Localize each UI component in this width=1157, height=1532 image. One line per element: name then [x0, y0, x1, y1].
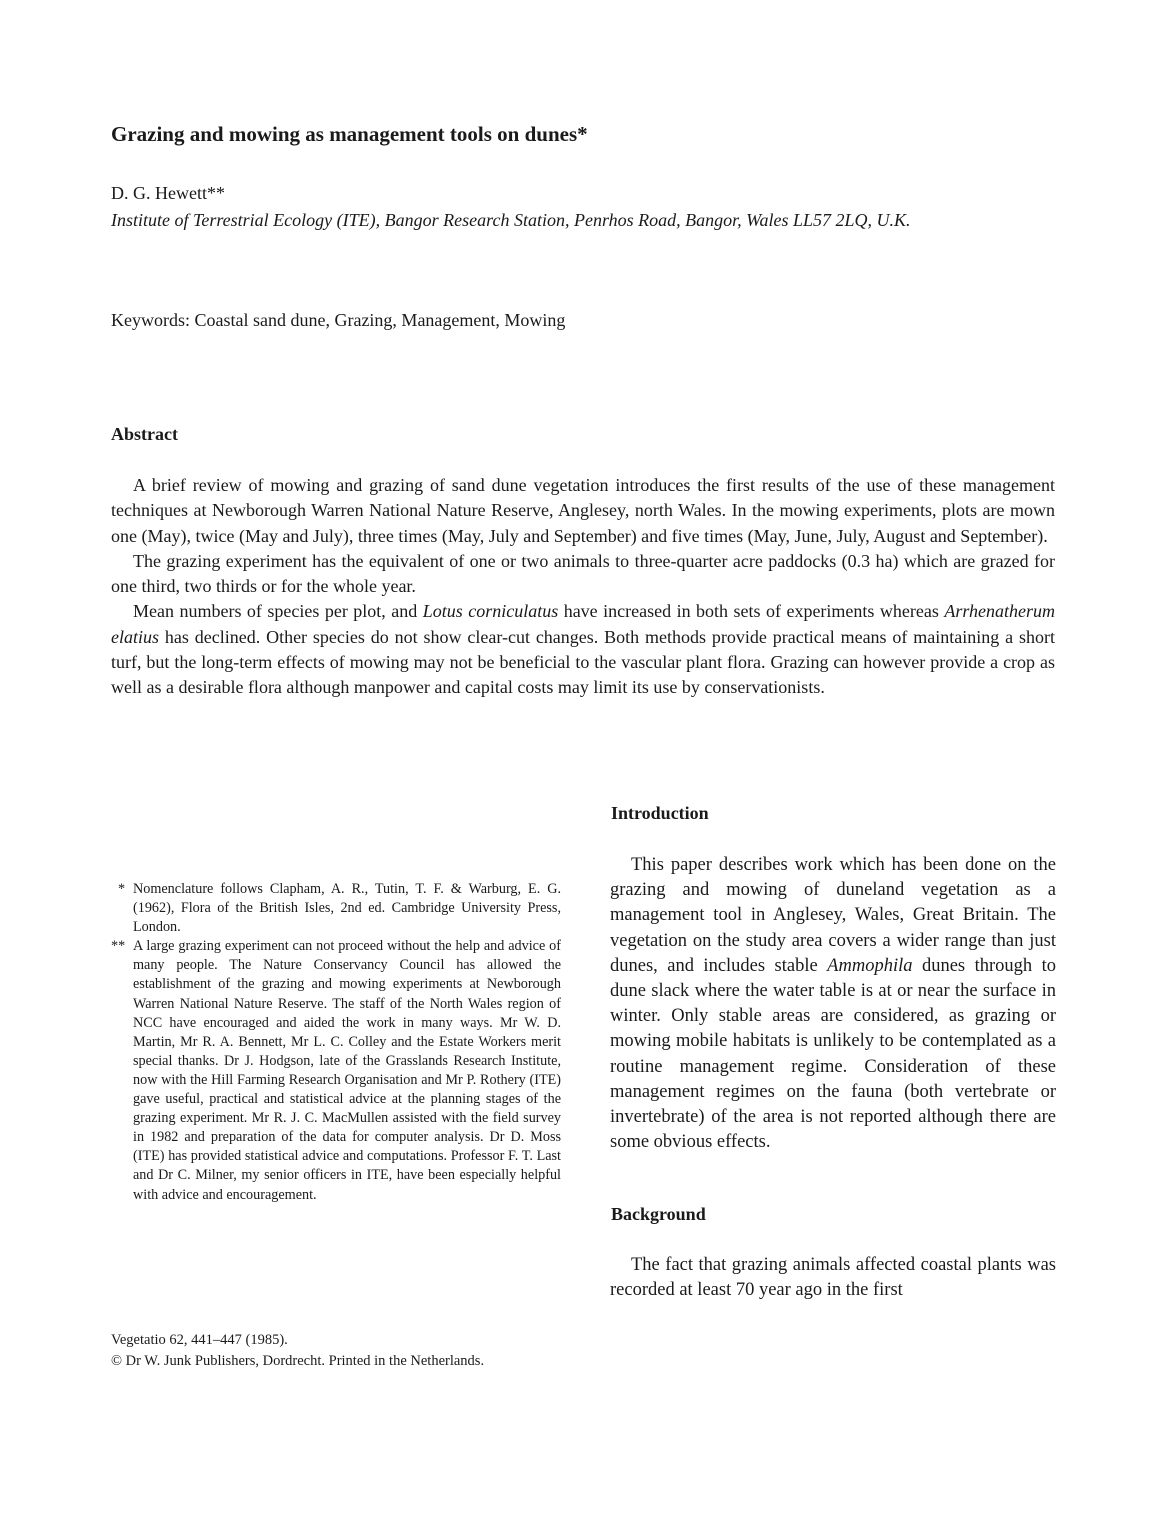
- species-lotus-corniculatus: Lotus corniculatus: [422, 601, 559, 622]
- abstract-p3-text-b: have increased in both sets of experiments whereas: [558, 601, 945, 622]
- footnote-2-text: A large grazing experiment can not proceed without the help and advice of many people. The Nature Conservancy Council has allowed the establishment of the grazing and mowing experiments at Newborough Warren National Nature Reserve. The staff of the North Wales region of NCC have encouraged and aided the work in many ways. Mr W. D. Martin, Mr R. A. Bennett, Mr L. C. Colley and the Estate Workers merit special thanks. Dr J. Hodgson, late of the Grasslands Research Institute, now with the Hill Farming Research Organisation and Mr P. Rothery (ITE) gave useful, practical and statistical advice at the planning stages of the grazing experiment. Mr R. J. C. MacMullen assisted with the field survey in 1982 and preparation of the data for computer analysis. Dr D. Moss (ITE) has provided statistical advice and computations. Professor F. T. Last and Dr C. Milner, my senior officers in ITE, have been especially helpful with advice and encouragement.: [133, 938, 561, 1203]
- abstract-paragraph-2: The grazing experiment has the equivalent of one or two animals to three-quarter acre paddocks (0.3 ha) which are grazed for one third, two thirds or for the whole year.: [111, 550, 1055, 597]
- author-name: D. G. Hewett**: [111, 183, 225, 203]
- footnote-1-mark: *: [118, 881, 126, 897]
- background-body: The fact that grazing animals affected coastal plants was recorded at least 70 year ago in the first: [610, 1255, 1056, 1301]
- keywords: Keywords: Coastal sand dune, Grazing, Management, Mowing: [111, 310, 566, 330]
- introduction-text-a: This paper describes work which has been done on the grazing and mowing of duneland vegetation as a management tool in Anglesey, Wales, Great Britain. The vegetation on the study area covers a wider range than just dunes, and includes stable: [610, 855, 1056, 976]
- footnotes: [111, 880, 561, 1205]
- abstract-heading: Abstract: [111, 424, 178, 444]
- introduction-heading: Introduction: [611, 803, 709, 823]
- background-heading: Background: [611, 1204, 706, 1224]
- abstract-paragraph-1: A brief review of mowing and grazing of sand dune vegetation introduces the first results of the use of these management techniques at Newborough Warren National Nature Reserve, Anglesey, north Wales. In the mowing experiments, plots are mown one (May), twice (May and July), three times (May, July and September) and five times (May, June, July, August and September).: [111, 475, 1055, 546]
- species-arrhenatherum-elatius: Arrhenatherum elatius: [111, 601, 1056, 647]
- paper-title: Grazing and mowing as management tools on dunes*: [111, 122, 588, 146]
- footnote-1-text: Nomenclature follows Clapham, A. R., Tutin, T. F. & Warburg, E. G. (1962), Flora of the British Isles, 2nd ed. Cambridge University Press, London.: [133, 881, 561, 936]
- author-affiliation: Institute of Terrestrial Ecology (ITE), Bangor Research Station, Penrhos Road, Bangor, Wales LL57 2LQ, U.K.: [111, 210, 911, 230]
- abstract-p3-text-a: Mean numbers of species per plot, and: [133, 601, 423, 622]
- journal-info: [111, 1330, 484, 1372]
- species-ammophila: Ammophila: [827, 955, 913, 976]
- abstract-paragraph-3: [111, 599, 1055, 700]
- journal-copyright: © Dr W. Junk Publishers, Dordrecht. Printed in the Netherlands.: [111, 1353, 485, 1369]
- introduction-body: [610, 853, 1056, 1155]
- footnote-2-mark: **: [111, 938, 126, 955]
- footnote-1: [111, 880, 561, 937]
- journal-citation: Vegetatio 62, 441–447 (1985).: [111, 1332, 288, 1348]
- introduction-text-b: dunes through to dune slack where the water table is at or near the surface in winter. Only stable areas are considered, as grazing or mowing mobile habitats is unlikely to be contemplated as a routine management regime. Consideration of these management regimes on the fauna (both vertebrate or invertebrate) of the area is not reported although there are some obvious effects.: [610, 955, 1056, 1153]
- abstract-body: [111, 473, 1055, 701]
- footnote-2: [111, 937, 561, 1204]
- abstract-p3-text-c: has declined. Other species do not show clear-cut changes. Both methods provide practical means of maintaining a short turf, but the long-term effects of mowing may not be beneficial to the vascular plant flora. Grazing can however provide a crop as well as a desirable flora although manpower and capital costs may limit its use by conservationists.: [111, 626, 1055, 698]
